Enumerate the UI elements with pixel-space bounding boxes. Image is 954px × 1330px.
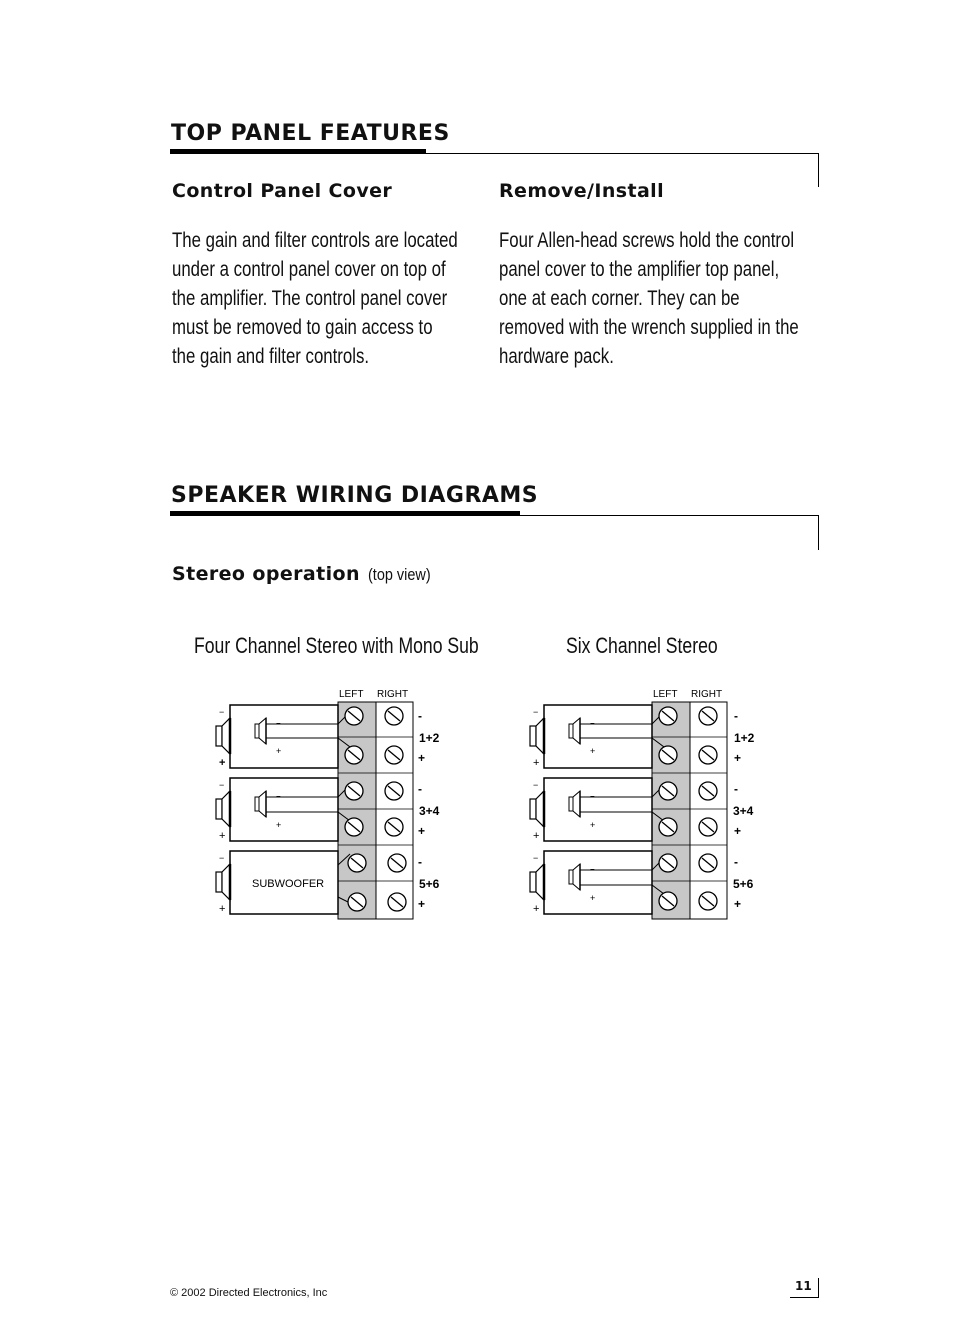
top-view-note: (top view) bbox=[368, 565, 431, 584]
copyright: © 2002 Directed Electronics, Inc bbox=[170, 1287, 328, 1299]
stereo-operation-heading: Stereo operation bbox=[172, 563, 360, 585]
svg-text:+: + bbox=[276, 820, 282, 830]
svg-text:−: − bbox=[533, 853, 539, 863]
col-label-right: RIGHT bbox=[691, 689, 723, 700]
svg-text:+: + bbox=[533, 830, 540, 842]
minus-label: - bbox=[418, 855, 422, 869]
channel-label-3-4: 3+4 bbox=[733, 804, 754, 818]
svg-text:−: − bbox=[590, 792, 595, 801]
minus-label: - bbox=[734, 855, 738, 869]
channel-label-3-4: 3+4 bbox=[419, 804, 440, 818]
title-underbar bbox=[170, 149, 426, 154]
plus-label: + bbox=[734, 897, 742, 911]
channel-label-1-2: 1+2 bbox=[419, 731, 440, 745]
plus-label: + bbox=[418, 824, 426, 838]
svg-text:+: + bbox=[276, 746, 282, 756]
minus-label: - bbox=[418, 782, 422, 796]
section-title-wiring: SPEAKER WIRING DIAGRAMS bbox=[171, 483, 539, 508]
plus-label: + bbox=[734, 824, 742, 838]
channel-label-1-2: 1+2 bbox=[734, 731, 755, 745]
svg-text:+: + bbox=[590, 820, 596, 830]
svg-text:+: + bbox=[219, 903, 226, 915]
svg-text:+: + bbox=[590, 893, 596, 903]
remove-install-text: Four Allen-head screws hold the control panel cover to the amplifier top panel, one at each corner. They can be removed with the wrench supplied in the hardware pack. bbox=[499, 229, 799, 368]
section-rule bbox=[520, 515, 819, 516]
svg-text:+: + bbox=[533, 903, 540, 915]
page-number-rule bbox=[790, 1297, 819, 1298]
section-rule-end bbox=[818, 153, 819, 187]
page-number-rule-end bbox=[818, 1278, 819, 1298]
svg-text:−: − bbox=[219, 707, 225, 717]
svg-text:−: − bbox=[590, 719, 595, 728]
svg-text:−: − bbox=[219, 780, 225, 790]
section-rule bbox=[426, 153, 819, 154]
diagram-title-four-channel: Four Channel Stereo with Mono Sub bbox=[194, 633, 479, 658]
minus-label: - bbox=[734, 709, 738, 723]
svg-text:+: + bbox=[219, 757, 226, 769]
svg-text:−: − bbox=[533, 780, 539, 790]
control-panel-cover-text: The gain and filter controls are located under a control panel cover on top of the amplifier. The control panel cover must be removed to gain access to the gain and filter controls. bbox=[172, 229, 458, 368]
minus-label: - bbox=[734, 782, 738, 796]
plus-label: + bbox=[418, 751, 426, 765]
wiring-diagram-four-channel-mono-sub bbox=[205, 682, 455, 927]
operation-heading-row bbox=[172, 563, 442, 585]
page-number: 11 bbox=[795, 1279, 812, 1293]
col-label-right: RIGHT bbox=[377, 689, 409, 700]
svg-text:+: + bbox=[533, 757, 540, 769]
col-label-left: LEFT bbox=[339, 689, 364, 700]
svg-text:−: − bbox=[276, 719, 281, 728]
svg-text:+: + bbox=[219, 830, 226, 842]
plus-label: + bbox=[734, 751, 742, 765]
svg-text:−: − bbox=[533, 707, 539, 717]
control-panel-cover-heading: Control Panel Cover bbox=[172, 180, 393, 202]
channel-label-5-6: 5+6 bbox=[733, 877, 754, 891]
subwoofer-label: SUBWOOFER bbox=[252, 878, 325, 890]
svg-text:−: − bbox=[219, 853, 225, 863]
section-title-top-panel: TOP PANEL FEATURES bbox=[171, 121, 450, 146]
plus-label: + bbox=[418, 897, 426, 911]
remove-install-heading: Remove/Install bbox=[499, 180, 665, 202]
diagram-title-six-channel: Six Channel Stereo bbox=[566, 633, 718, 658]
svg-text:−: − bbox=[590, 865, 595, 874]
minus-label: - bbox=[418, 709, 422, 723]
svg-text:−: − bbox=[276, 792, 281, 801]
wiring-diagram-six-channel bbox=[520, 682, 770, 927]
channel-label-5-6: 5+6 bbox=[419, 877, 440, 891]
section-rule-end bbox=[818, 515, 819, 550]
svg-text:+: + bbox=[590, 746, 596, 756]
col-label-left: LEFT bbox=[653, 689, 678, 700]
title-underbar bbox=[170, 511, 520, 516]
